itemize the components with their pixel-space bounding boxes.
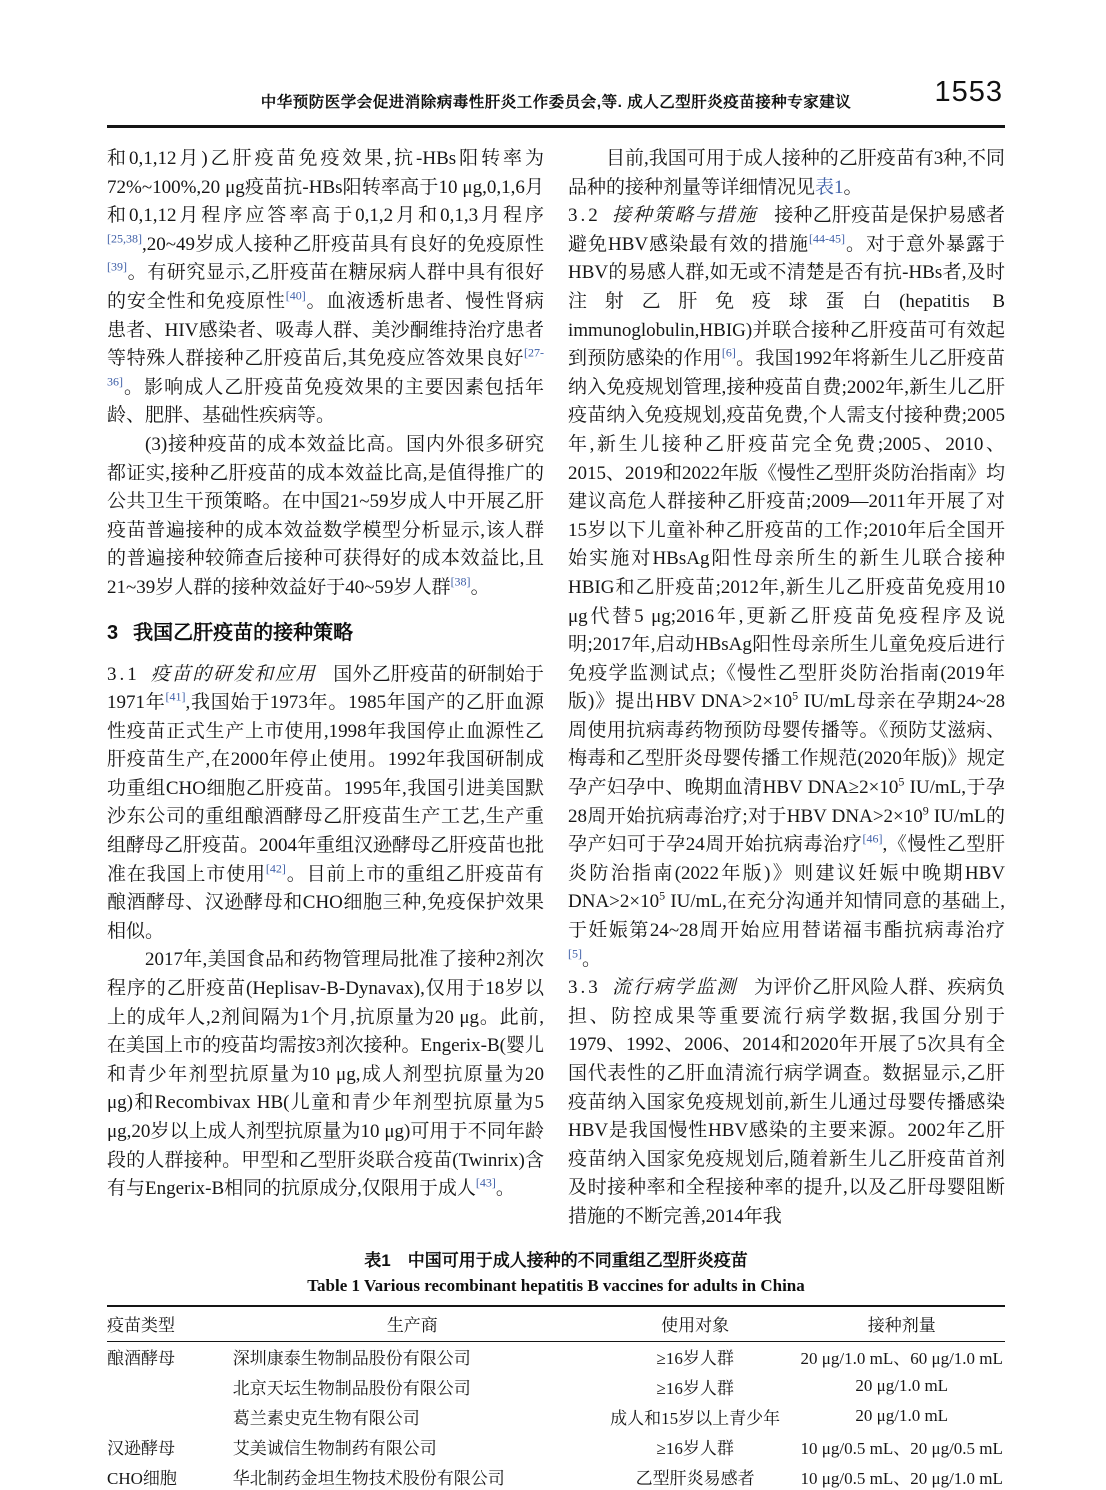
table-column-header: 疫苗类型 — [107, 1315, 175, 1335]
table-cell: 艾美诚信生物制药有限公司 — [232, 1438, 437, 1458]
table-header-row — [107, 1306, 1005, 1342]
table-cell: 汉逊酵母 — [107, 1438, 175, 1458]
page-number: 1553 — [934, 76, 1003, 108]
text: 。 — [582, 948, 602, 970]
table-column-header: 接种剂量 — [867, 1315, 936, 1335]
vaccine-table — [107, 1305, 1005, 1490]
text: 接种乙肝疫苗是保护易感者避免HBV感染最有效的措施 — [568, 205, 1005, 255]
table-cell: 20 μg/1.0 mL、60 μg/1.0 mL — [800, 1348, 1003, 1368]
citation-ref[interactable]: [42] — [265, 861, 286, 876]
text: 。血液透析患者、慢性肾病患者、HIV感染者、吸毒人群、美沙酮维持治疗患者等特殊人群接种乙肝疫苗后,其免疫应答效果良好 — [107, 290, 544, 370]
table-cell: 北京天坛生物制品股份有限公司 — [232, 1378, 471, 1398]
citation-ref[interactable]: [39] — [107, 260, 127, 275]
table-1-block — [107, 1246, 1005, 1490]
text: ,《慢性乙型肝炎防治指南(2022年版)》则建议妊娠中晚期HBV DNA>2×10 — [568, 834, 1005, 913]
text: 。我国1992年将新生儿乙肝疫苗纳入免疫规划管理,接种疫苗自费;2002年,新生儿乙肝疫苗纳入免疫规划,疫苗免费,个人需支付接种费;2005年,新生儿接种乙肝疫苗完全免费;2005、2010、2015、2019和2022年版《慢性乙型肝炎防治指南》均建议高危人群接种乙肝疫苗;2009—2011年开展了对15岁以下儿童补种乙肝疫苗的工作;2010年后全国开始实施对HBsAg阳性母亲所生的新生儿联合接种HBIG和乙肝疫苗;2012年,新生儿乙肝疫苗免疫用10 μg代替5 μg;2016年,更新乙肝疫苗免疫程序及说明;2017年,启动HBsAg阳性母亲所生儿童免疫后进行免疫学监测试点;《慢性乙型肝炎防治指南(2019年版)》提出HBV DNA>2×10 — [568, 348, 1006, 713]
vaccine-table-head — [107, 1306, 1005, 1342]
text: 。 — [843, 176, 863, 198]
table-caption-zh: 表1 中国可用于成人接种的不同重组乙型肝炎疫苗 — [364, 1250, 748, 1270]
table-column-header: 使用对象 — [661, 1315, 730, 1335]
text: 国外乙肝疫苗的研制始于1971年 — [107, 663, 544, 714]
table-row — [107, 1462, 1005, 1490]
table-cell: 20 μg/1.0 mL — [855, 1376, 949, 1396]
citation-ref[interactable]: [25,38] — [107, 231, 142, 246]
table-cell: 20 μg/1.0 mL — [855, 1406, 949, 1426]
header-rule — [107, 125, 1005, 128]
superscript-exponent: 5 — [898, 774, 905, 789]
text: ,20~49岁成人接种乙肝疫苗具有良好的免疫原性 — [142, 233, 544, 255]
citation-ref[interactable]: [40] — [285, 288, 306, 303]
table-cell: 酿酒酵母 — [107, 1348, 175, 1368]
text: IU/mL,于孕28周开始抗病毒治疗;对于HBV DNA>2×10 — [568, 777, 1005, 827]
citation-ref[interactable]: [27-36] — [107, 345, 544, 389]
text: IU/mL母亲在孕期24~28周使用抗病毒药物预防母婴传播等。《预防艾滋病、梅毒和乙型肝炎母婴传播工作规范(2020年版)》规定孕产妇孕中、晚期血清HBV DNA≥2×10 — [568, 691, 1005, 799]
paragraph — [107, 145, 544, 431]
citation-ref[interactable]: [38] — [450, 574, 471, 589]
subsection-title: 接种策略与措施 — [611, 205, 758, 227]
subsection-number: 3.1 — [107, 663, 140, 685]
table-cell — [107, 1402, 233, 1432]
table-cell: 华北制药金坦生物技术股份有限公司 — [232, 1468, 505, 1488]
citation-ref[interactable]: [41] — [165, 689, 186, 704]
paragraph — [107, 946, 544, 1203]
text: 我国乙肝疫苗的接种策略 — [133, 621, 354, 644]
table-cell: ≥16岁人群 — [656, 1438, 734, 1458]
paragraph — [568, 974, 1005, 1231]
superscript-exponent: 5 — [659, 889, 666, 904]
text: 。对于意外暴露于HBV的易感人群,如无或不清楚是否有抗-HBs者,及时注射乙肝免疫球蛋白(hepatitis B immunoglobulin,HBIG)并联合接种乙肝疫苗可有效起到预防感染的作用 — [568, 233, 1005, 370]
text: 。目前上市的重组乙肝疫苗有酿酒酵母、汉逊酵母和CHO细胞三种,免疫保护效果相似。 — [107, 863, 544, 942]
citation-ref[interactable]: [6] — [721, 345, 736, 360]
citation-ref[interactable]: [43] — [475, 1175, 496, 1190]
table-cell — [107, 1372, 233, 1402]
text: (3)接种疫苗的成本效益比高。国内外很多研究都证实,接种乙肝疫苗的成本效益比高,是值得推广的公共卫生干预策略。在中国21~59岁成人中开展乙肝疫苗普遍接种的成本效益数学模型分析显示,该人群的普遍接种较筛查后接种可获得好的成本效益比,且21~39岁人群的接种效益好于40~59岁人群 — [107, 433, 544, 598]
table-cell: 成人和15岁以上青少年 — [610, 1408, 781, 1428]
page-content — [107, 0, 1005, 1490]
paragraph — [568, 145, 1005, 202]
superscript-exponent: 5 — [792, 688, 799, 703]
text: 和0,1,12月)乙肝疫苗免疫效果,抗-HBs阳转率为72%~100%,20 μg疫苗抗-HBs阳转率高于10 μg,0,1,6月和0,1,12月程序应答率高于0,1,2月和0,1,3月程序 — [107, 148, 544, 227]
text: IU/mL,在充分沟通并知情同意的基础上,于妊娠第24~28周开始应用替诺福韦酯抗病毒治疗 — [568, 891, 1005, 942]
table-cell: 乙型肝炎易感者 — [635, 1468, 755, 1488]
table-cell: CHO细胞 — [107, 1468, 177, 1488]
text: IU/mL的孕产妇可于孕24周开始抗病毒治疗 — [568, 805, 1005, 856]
table-cell: 10 μg/0.5 mL、20 μg/1.0 mL — [800, 1468, 1003, 1488]
table-row — [107, 1341, 1005, 1372]
table-cell: 10 μg/0.5 mL、20 μg/0.5 mL — [800, 1438, 1003, 1458]
section-heading — [107, 620, 544, 646]
citation-ref[interactable]: [44-45] — [809, 231, 846, 246]
table-column-header: 生产商 — [386, 1315, 438, 1335]
text: 目前,我国可用于成人接种的乙肝疫苗有3种,不同品种的接种剂量等详细情况见 — [568, 148, 1006, 198]
right-column — [568, 145, 1005, 1232]
text: ,我国始于1973年。1985年国产的乙肝血源性疫苗正式生产上市使用,1998年我国停止血源性乙肝疫苗生产,在2000年停止使用。1992年我国研制成功重组CHO细胞乙肝疫苗。1995年,我国引进美国默沙东公司的重组酿酒酵母乙肝疫苗生产工艺,生产重组酵母乙肝疫苗。2004年重组汉逊酵母乙肝疫苗也批准在我国上市使用 — [107, 692, 545, 885]
superscript-exponent: 9 — [922, 803, 929, 818]
running-head — [107, 0, 1005, 112]
text: 2017年,美国食品和药物管理局批准了接种2剂次程序的乙肝疫苗(Heplisav-B-Dynavax),仅用于18岁以上的成年人,2剂间隔为1个月,抗原量为20 μg。此前,在美国上市的疫苗均需按3剂次接种。Engerix-B(婴儿和青少年剂型抗原量为10 μg,成人剂型抗原量为20 μg)和Recombivax HB(儿童和青少年剂型抗原量为5 μg,20岁以上成人剂型抗原量为10 μg)可用于不同年龄段的人群接种。甲型和乙型肝炎联合疫苗(Twinrix)含有与Engerix-B相同的抗原成分,仅限用于成人 — [107, 949, 544, 1200]
table-row — [107, 1372, 1005, 1402]
two-column-body — [107, 145, 1005, 1232]
table-row — [107, 1402, 1005, 1432]
paragraph — [107, 431, 544, 603]
text: 。影响成人乙肝疫苗免疫效果的主要因素包括年龄、肥胖、基础性疾病等。 — [107, 376, 544, 427]
table-1-link[interactable]: 表1 — [815, 176, 844, 198]
text: 。 — [470, 576, 490, 598]
left-column — [107, 145, 544, 1232]
running-head-title: 中华预防医学会促进消除病毒性肝炎工作委员会,等. 成人乙型肝炎疫苗接种专家建议 — [260, 94, 852, 111]
table-caption-en: Table 1 Various recombinant hepatitis B vaccines for adults in China — [307, 1275, 805, 1295]
section-number: 3 — [107, 621, 119, 644]
table-cell: ≥16岁人群 — [656, 1378, 734, 1398]
text: 。 — [495, 1178, 515, 1200]
subsection-number: 3.2 — [568, 205, 601, 227]
table-cell: 葛兰素史克生物有限公司 — [232, 1408, 420, 1428]
text: 。有研究显示,乙肝疫苗在糖尿病人群中具有很好的安全性和免疫原性 — [107, 262, 544, 312]
table-cell: ≥16岁人群 — [656, 1348, 734, 1368]
subsection-title: 疫苗的研发和应用 — [150, 663, 317, 685]
vaccine-table-body — [107, 1341, 1005, 1490]
paragraph — [568, 202, 1005, 974]
citation-ref[interactable]: [5] — [568, 946, 582, 961]
subsection-title: 流行病学监测 — [611, 977, 738, 999]
citation-ref[interactable]: [46] — [862, 831, 883, 846]
subsection-number: 3.3 — [568, 977, 601, 999]
table-cell: 深圳康泰生物制品股份有限公司 — [232, 1348, 471, 1368]
paragraph — [107, 661, 544, 947]
text: 为评价乙肝风险人群、疾病负担、防控成果等重要流行病学数据,我国分别于1979、1992、2006、2014和2020年开展了5次具有全国代表性的乙肝血清流行病学调查。数据显示,乙肝疫苗纳入国家免疫规划前,新生儿通过母婴传播感染HBV是我国慢性HBV感染的主要来源。2002年乙肝疫苗纳入国家免疫规划后,随着新生儿乙肝疫苗首剂及时接种率和全程接种率的提升,以及乙肝母婴阻断措施的不断完善,2014年我 — [568, 977, 1005, 1227]
table-row — [107, 1432, 1005, 1462]
